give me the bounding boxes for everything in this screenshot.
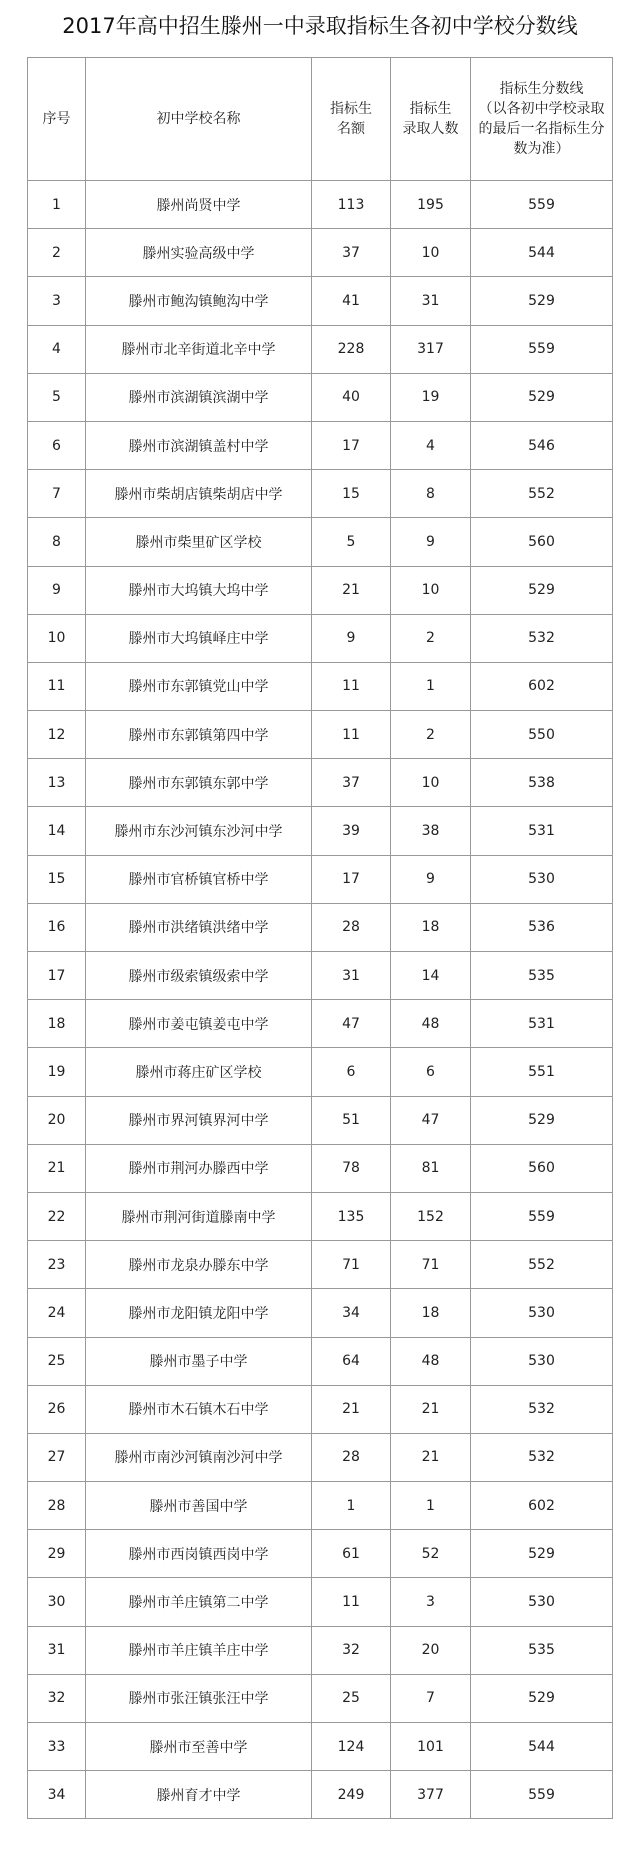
cell-cutoff-score: 602 — [471, 1482, 613, 1530]
cell-index: 12 — [28, 711, 86, 759]
cell-school-name: 滕州市西岗镇西岗中学 — [86, 1530, 312, 1578]
cell-cutoff-score: 559 — [471, 1192, 613, 1240]
cell-index: 13 — [28, 759, 86, 807]
cell-quota: 17 — [312, 855, 391, 903]
cell-quota: 113 — [312, 181, 391, 229]
cell-cutoff-score: 535 — [471, 1626, 613, 1674]
table-row — [28, 1192, 613, 1240]
cell-index: 9 — [28, 566, 86, 614]
cell-admitted: 52 — [391, 1530, 471, 1578]
cell-quota: 28 — [312, 1433, 391, 1481]
table-row — [28, 373, 613, 421]
cell-admitted: 2 — [391, 614, 471, 662]
cell-quota: 1 — [312, 1482, 391, 1530]
table-row — [28, 807, 613, 855]
cell-admitted: 31 — [391, 277, 471, 325]
table-row — [28, 662, 613, 710]
cell-quota: 21 — [312, 1385, 391, 1433]
cell-quota: 37 — [312, 759, 391, 807]
cell-school-name: 滕州市张汪镇张汪中学 — [86, 1674, 312, 1722]
cell-cutoff-score: 559 — [471, 325, 613, 373]
cell-school-name: 滕州市木石镇木石中学 — [86, 1385, 312, 1433]
table-row — [28, 855, 613, 903]
cell-admitted: 20 — [391, 1626, 471, 1674]
header-line: 指标生 — [330, 101, 372, 117]
cell-cutoff-score: 552 — [471, 470, 613, 518]
table-row — [28, 614, 613, 662]
cell-cutoff-score: 532 — [471, 1433, 613, 1481]
cell-admitted: 10 — [391, 566, 471, 614]
cell-cutoff-score: 544 — [471, 1723, 613, 1771]
table-row — [28, 1000, 613, 1048]
cell-admitted: 377 — [391, 1771, 471, 1819]
cell-school-name: 滕州市姜屯镇姜屯中学 — [86, 1000, 312, 1048]
cell-index: 34 — [28, 1771, 86, 1819]
cell-cutoff-score: 529 — [471, 1674, 613, 1722]
cell-admitted: 1 — [391, 1482, 471, 1530]
cell-school-name: 滕州市荆河办滕西中学 — [86, 1144, 312, 1192]
cell-school-name: 滕州实验高级中学 — [86, 229, 312, 277]
cell-index: 28 — [28, 1482, 86, 1530]
cell-school-name: 滕州市北辛街道北辛中学 — [86, 325, 312, 373]
table-row — [28, 1385, 613, 1433]
cell-cutoff-score: 529 — [471, 1530, 613, 1578]
table-row — [28, 1626, 613, 1674]
cell-cutoff-score: 559 — [471, 1771, 613, 1819]
cell-quota: 64 — [312, 1337, 391, 1385]
cell-school-name: 滕州市大坞镇大坞中学 — [86, 566, 312, 614]
cell-school-name: 滕州市东郭镇东郭中学 — [86, 759, 312, 807]
table-row — [28, 1771, 613, 1819]
table-row — [28, 325, 613, 373]
cell-index: 21 — [28, 1144, 86, 1192]
cell-quota: 124 — [312, 1723, 391, 1771]
cell-quota: 32 — [312, 1626, 391, 1674]
cell-school-name: 滕州市善国中学 — [86, 1482, 312, 1530]
cell-quota: 37 — [312, 229, 391, 277]
cell-quota: 39 — [312, 807, 391, 855]
cell-cutoff-score: 529 — [471, 373, 613, 421]
table-row — [28, 277, 613, 325]
cell-school-name: 滕州市南沙河镇南沙河中学 — [86, 1433, 312, 1481]
cell-cutoff-score: 531 — [471, 1000, 613, 1048]
cell-quota: 31 — [312, 952, 391, 1000]
table-body — [28, 181, 613, 1819]
cell-school-name: 滕州市墨子中学 — [86, 1337, 312, 1385]
cell-cutoff-score: 535 — [471, 952, 613, 1000]
cell-school-name: 滕州市龙泉办滕东中学 — [86, 1241, 312, 1289]
table-row — [28, 903, 613, 951]
table-row — [28, 518, 613, 566]
table-header — [28, 58, 613, 181]
cell-index: 30 — [28, 1578, 86, 1626]
cell-school-name: 滕州市官桥镇官桥中学 — [86, 855, 312, 903]
cell-cutoff-score: 532 — [471, 614, 613, 662]
table-row — [28, 1578, 613, 1626]
cell-cutoff-score: 530 — [471, 1337, 613, 1385]
cell-admitted: 21 — [391, 1433, 471, 1481]
cell-school-name: 滕州市至善中学 — [86, 1723, 312, 1771]
cell-quota: 21 — [312, 566, 391, 614]
header-line: 录取人数 — [402, 121, 459, 137]
cell-admitted: 14 — [391, 952, 471, 1000]
cell-school-name: 滕州市界河镇界河中学 — [86, 1096, 312, 1144]
cell-cutoff-score: 529 — [471, 566, 613, 614]
cell-admitted: 81 — [391, 1144, 471, 1192]
header-line: 序号 — [42, 111, 71, 127]
header-line: 初中学校名称 — [156, 111, 241, 127]
cell-index: 3 — [28, 277, 86, 325]
cell-admitted: 10 — [391, 759, 471, 807]
table-row — [28, 952, 613, 1000]
cell-cutoff-score: 532 — [471, 1385, 613, 1433]
cell-index: 20 — [28, 1096, 86, 1144]
cell-admitted: 8 — [391, 470, 471, 518]
cell-cutoff-score: 551 — [471, 1048, 613, 1096]
cell-index: 22 — [28, 1192, 86, 1240]
cell-cutoff-score: 529 — [471, 277, 613, 325]
header-admitted — [391, 58, 471, 181]
header-school-name — [86, 58, 312, 181]
table-row — [28, 1723, 613, 1771]
cell-quota: 11 — [312, 711, 391, 759]
cell-index: 25 — [28, 1337, 86, 1385]
cell-admitted: 10 — [391, 229, 471, 277]
cell-index: 16 — [28, 903, 86, 951]
cell-index: 5 — [28, 373, 86, 421]
cell-index: 19 — [28, 1048, 86, 1096]
cell-quota: 228 — [312, 325, 391, 373]
table-row — [28, 1289, 613, 1337]
header-line: 数为准） — [513, 141, 570, 157]
cell-school-name: 滕州市羊庄镇第二中学 — [86, 1578, 312, 1626]
page-title: 2017年高中招生滕州一中录取指标生各初中学校分数线 — [62, 14, 578, 38]
cell-admitted: 48 — [391, 1337, 471, 1385]
cell-admitted: 48 — [391, 1000, 471, 1048]
header-row — [28, 58, 613, 181]
cell-index: 26 — [28, 1385, 86, 1433]
cell-index: 15 — [28, 855, 86, 903]
cell-index: 31 — [28, 1626, 86, 1674]
cell-index: 23 — [28, 1241, 86, 1289]
cell-index: 1 — [28, 181, 86, 229]
cell-admitted: 1 — [391, 662, 471, 710]
cell-quota: 11 — [312, 662, 391, 710]
cell-index: 29 — [28, 1530, 86, 1578]
cell-quota: 41 — [312, 277, 391, 325]
cell-quota: 28 — [312, 903, 391, 951]
table-row — [28, 1674, 613, 1722]
cell-index: 27 — [28, 1433, 86, 1481]
score-table — [27, 57, 613, 1819]
cell-index: 11 — [28, 662, 86, 710]
cell-quota: 5 — [312, 518, 391, 566]
cell-index: 2 — [28, 229, 86, 277]
cell-index: 7 — [28, 470, 86, 518]
cell-cutoff-score: 529 — [471, 1096, 613, 1144]
cell-school-name: 滕州尚贤中学 — [86, 181, 312, 229]
cell-quota: 40 — [312, 373, 391, 421]
table-row — [28, 181, 613, 229]
cell-admitted: 18 — [391, 1289, 471, 1337]
cell-school-name: 滕州市柴里矿区学校 — [86, 518, 312, 566]
cell-cutoff-score: 544 — [471, 229, 613, 277]
header-index — [28, 58, 86, 181]
cell-admitted: 101 — [391, 1723, 471, 1771]
cell-school-name: 滕州市荆河街道滕南中学 — [86, 1192, 312, 1240]
header-line: 指标生分数线 — [499, 81, 584, 97]
table-row — [28, 1144, 613, 1192]
cell-quota: 51 — [312, 1096, 391, 1144]
cell-quota: 6 — [312, 1048, 391, 1096]
cell-school-name: 滕州市东沙河镇东沙河中学 — [86, 807, 312, 855]
cell-quota: 15 — [312, 470, 391, 518]
table-row — [28, 1530, 613, 1578]
cell-admitted: 317 — [391, 325, 471, 373]
cell-index: 24 — [28, 1289, 86, 1337]
table-row — [28, 470, 613, 518]
cell-admitted: 195 — [391, 181, 471, 229]
table-row — [28, 1433, 613, 1481]
cell-cutoff-score: 550 — [471, 711, 613, 759]
cell-school-name: 滕州市洪绪镇洪绪中学 — [86, 903, 312, 951]
cell-cutoff-score: 602 — [471, 662, 613, 710]
table-row — [28, 759, 613, 807]
cell-school-name: 滕州市柴胡店镇柴胡店中学 — [86, 470, 312, 518]
cell-cutoff-score: 546 — [471, 421, 613, 469]
cell-admitted: 152 — [391, 1192, 471, 1240]
cell-index: 6 — [28, 421, 86, 469]
cell-school-name: 滕州市滨湖镇滨湖中学 — [86, 373, 312, 421]
table-row — [28, 1241, 613, 1289]
cell-school-name: 滕州市羊庄镇羊庄中学 — [86, 1626, 312, 1674]
cell-quota: 34 — [312, 1289, 391, 1337]
header-line: 指标生 — [409, 101, 452, 117]
header-line: （以各初中学校录取 — [478, 101, 605, 117]
header-line: 的最后一名指标生分 — [478, 121, 605, 137]
cell-index: 8 — [28, 518, 86, 566]
cell-cutoff-score: 552 — [471, 1241, 613, 1289]
cell-admitted: 18 — [391, 903, 471, 951]
cell-index: 33 — [28, 1723, 86, 1771]
cell-school-name: 滕州市大坞镇峄庄中学 — [86, 614, 312, 662]
cell-school-name: 滕州市东郭镇党山中学 — [86, 662, 312, 710]
table-row — [28, 1048, 613, 1096]
cell-index: 14 — [28, 807, 86, 855]
cell-quota: 249 — [312, 1771, 391, 1819]
cell-cutoff-score: 538 — [471, 759, 613, 807]
cell-admitted: 7 — [391, 1674, 471, 1722]
header-line: 名额 — [337, 121, 365, 137]
header-quota — [312, 58, 391, 181]
cell-admitted: 71 — [391, 1241, 471, 1289]
cell-school-name: 滕州市龙阳镇龙阳中学 — [86, 1289, 312, 1337]
cell-cutoff-score: 560 — [471, 518, 613, 566]
cell-cutoff-score: 559 — [471, 181, 613, 229]
cell-cutoff-score: 536 — [471, 903, 613, 951]
cell-school-name: 滕州市级索镇级索中学 — [86, 952, 312, 1000]
cell-cutoff-score: 530 — [471, 855, 613, 903]
cell-admitted: 47 — [391, 1096, 471, 1144]
header-cutoff-score — [471, 58, 613, 181]
cell-admitted: 38 — [391, 807, 471, 855]
table-row — [28, 1337, 613, 1385]
cell-quota: 61 — [312, 1530, 391, 1578]
table-row — [28, 229, 613, 277]
table-row — [28, 566, 613, 614]
cell-quota: 9 — [312, 614, 391, 662]
cell-cutoff-score: 560 — [471, 1144, 613, 1192]
cell-index: 10 — [28, 614, 86, 662]
cell-school-name: 滕州市东郭镇第四中学 — [86, 711, 312, 759]
cell-quota: 135 — [312, 1192, 391, 1240]
table-row — [28, 1482, 613, 1530]
table-row — [28, 1096, 613, 1144]
cell-index: 17 — [28, 952, 86, 1000]
cell-quota: 17 — [312, 421, 391, 469]
cell-cutoff-score: 530 — [471, 1578, 613, 1626]
cell-admitted: 2 — [391, 711, 471, 759]
cell-quota: 11 — [312, 1578, 391, 1626]
cell-index: 32 — [28, 1674, 86, 1722]
cell-admitted: 21 — [391, 1385, 471, 1433]
cell-quota: 78 — [312, 1144, 391, 1192]
cell-admitted: 6 — [391, 1048, 471, 1096]
cell-quota: 25 — [312, 1674, 391, 1722]
cell-school-name: 滕州市鲍沟镇鲍沟中学 — [86, 277, 312, 325]
cell-admitted: 4 — [391, 421, 471, 469]
cell-quota: 71 — [312, 1241, 391, 1289]
cell-admitted: 9 — [391, 518, 471, 566]
cell-school-name: 滕州育才中学 — [86, 1771, 312, 1819]
cell-admitted: 19 — [391, 373, 471, 421]
table-row — [28, 421, 613, 469]
cell-cutoff-score: 530 — [471, 1289, 613, 1337]
cell-school-name: 滕州市滨湖镇盖村中学 — [86, 421, 312, 469]
cell-index: 4 — [28, 325, 86, 373]
cell-admitted: 3 — [391, 1578, 471, 1626]
cell-admitted: 9 — [391, 855, 471, 903]
cell-school-name: 滕州市蒋庄矿区学校 — [86, 1048, 312, 1096]
cell-quota: 47 — [312, 1000, 391, 1048]
cell-index: 18 — [28, 1000, 86, 1048]
table-row — [28, 711, 613, 759]
cell-cutoff-score: 531 — [471, 807, 613, 855]
